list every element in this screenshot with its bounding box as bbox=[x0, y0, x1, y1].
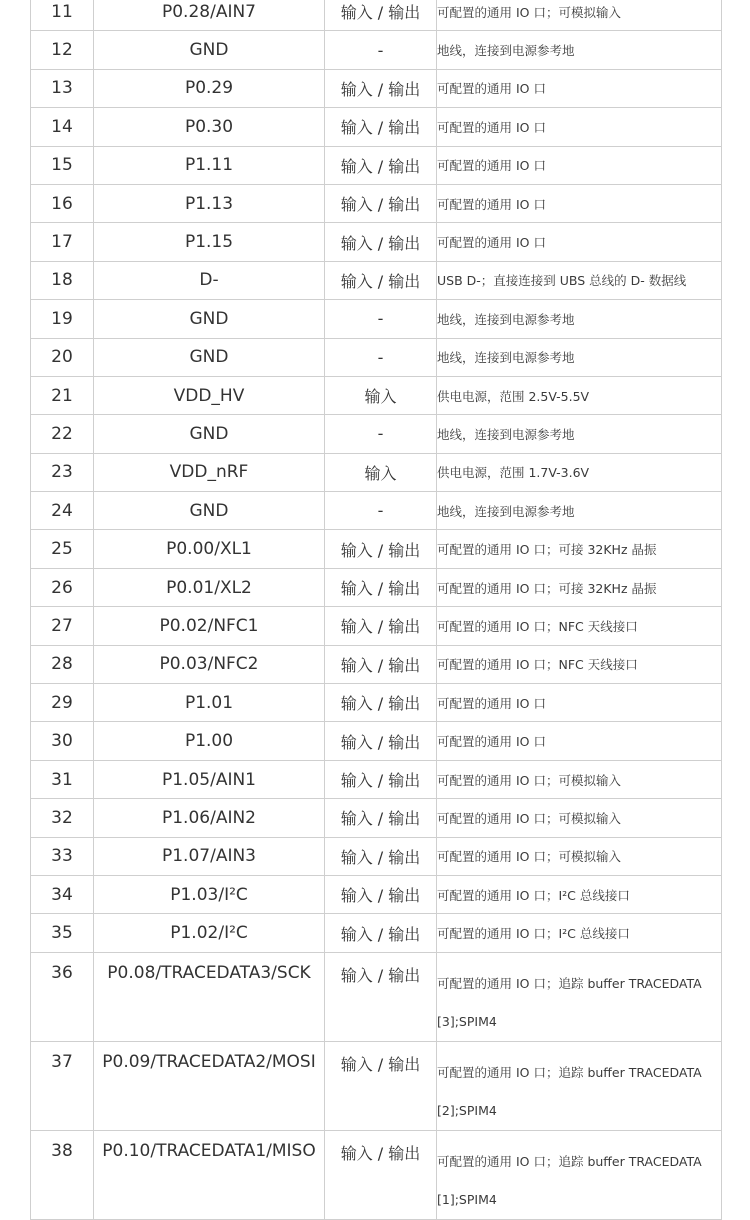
table-row bbox=[31, 69, 722, 107]
pin-number-text: 28 bbox=[51, 654, 73, 675]
pin-name-text: VDD_nRF bbox=[169, 462, 249, 483]
pin-description-cell bbox=[437, 0, 722, 31]
pin-number-text: 24 bbox=[51, 500, 73, 521]
pin-name-text: GND bbox=[189, 347, 229, 368]
pin-name-text: GND bbox=[189, 500, 229, 521]
pin-number-cell bbox=[31, 914, 94, 952]
pin-name-cell bbox=[94, 300, 325, 338]
pin-number-cell bbox=[31, 760, 94, 798]
pin-name-text: P0.03/NFC2 bbox=[159, 654, 259, 675]
pin-direction-text: 输入 / 输出 bbox=[340, 1054, 421, 1074]
pin-name-cell bbox=[94, 31, 325, 69]
pin-description-cell bbox=[437, 376, 722, 414]
pin-direction-text: 输入 / 输出 bbox=[340, 655, 421, 675]
pin-description-cell bbox=[437, 453, 722, 491]
pin-number-text: 18 bbox=[51, 270, 73, 291]
pin-description-text: 可配置的通用 IO 口；追踪 buffer TRACEDATA bbox=[437, 1153, 702, 1169]
pin-direction-cell bbox=[325, 261, 437, 299]
pin-number-cell bbox=[31, 300, 94, 338]
pin-number-cell bbox=[31, 223, 94, 261]
pin-direction-cell bbox=[325, 645, 437, 683]
pin-number-text: 17 bbox=[51, 232, 73, 253]
pin-direction-text: 输入 / 输出 bbox=[340, 233, 421, 253]
pin-number-cell bbox=[31, 184, 94, 222]
pin-description-text: 供电电源，范围 2.5V-5.5V bbox=[437, 388, 590, 404]
table-row bbox=[31, 376, 722, 414]
pin-direction-text: 输入 / 输出 bbox=[340, 617, 421, 637]
pin-direction-cell bbox=[325, 1130, 437, 1219]
pin-name-cell bbox=[94, 914, 325, 952]
table-row bbox=[31, 645, 722, 683]
pin-direction-text: 输入 / 输出 bbox=[340, 886, 421, 906]
pin-direction-text: 输入 bbox=[364, 387, 397, 407]
pin-number-cell bbox=[31, 0, 94, 31]
pin-definition-table bbox=[30, 0, 722, 1220]
pin-name-text: P0.29 bbox=[184, 78, 234, 99]
pin-description-text: 地线，连接到电源参考地 bbox=[437, 311, 575, 327]
pin-number-cell bbox=[31, 875, 94, 913]
pin-name-text: P1.03/I²C bbox=[170, 884, 248, 905]
pin-direction-cell bbox=[325, 530, 437, 568]
pin-number-text: 22 bbox=[51, 423, 73, 444]
pin-direction-cell bbox=[325, 146, 437, 184]
pin-description-cell bbox=[437, 914, 722, 952]
pin-name-cell bbox=[94, 684, 325, 722]
pin-direction-text: 输入 / 输出 bbox=[340, 540, 421, 560]
pin-direction-cell bbox=[325, 184, 437, 222]
pin-number-cell bbox=[31, 645, 94, 683]
pin-direction-text: 输入 / 输出 bbox=[340, 79, 421, 99]
pin-direction-cell bbox=[325, 223, 437, 261]
pin-name-text: P1.05/AIN1 bbox=[161, 769, 256, 790]
pin-description-text: 可配置的通用 IO 口 bbox=[437, 196, 546, 212]
pin-direction-cell bbox=[325, 914, 437, 952]
pin-direction-text: 输入 / 输出 bbox=[340, 694, 421, 714]
table-row bbox=[31, 146, 722, 184]
pin-direction-text: 输入 / 输出 bbox=[340, 965, 421, 985]
table-row bbox=[31, 952, 722, 1041]
pin-direction-text: 输入 / 输出 bbox=[340, 924, 421, 944]
pin-description-text: 可配置的通用 IO 口 bbox=[437, 235, 546, 251]
pin-direction-cell bbox=[325, 338, 437, 376]
table-row bbox=[31, 837, 722, 875]
pin-name-cell bbox=[94, 0, 325, 31]
pin-description-text: 地线，连接到电源参考地 bbox=[437, 350, 575, 366]
pin-description-text: 可配置的通用 IO 口；可模拟输入 bbox=[437, 4, 621, 20]
pin-direction-cell bbox=[325, 0, 437, 31]
pin-name-cell bbox=[94, 69, 325, 107]
pin-description-cell bbox=[437, 530, 722, 568]
pin-name-cell bbox=[94, 223, 325, 261]
pin-direction-cell bbox=[325, 415, 437, 453]
pin-name-cell bbox=[94, 645, 325, 683]
pin-direction-cell bbox=[325, 453, 437, 491]
pin-name-cell bbox=[94, 376, 325, 414]
pin-name-cell bbox=[94, 722, 325, 760]
table-row bbox=[31, 914, 722, 952]
pin-direction-text: 输入 / 输出 bbox=[340, 732, 421, 752]
table-row bbox=[31, 492, 722, 530]
pin-number-cell bbox=[31, 376, 94, 414]
pin-description-text: 可配置的通用 IO 口 bbox=[437, 695, 546, 711]
table-row bbox=[31, 1041, 722, 1130]
table-row bbox=[31, 300, 722, 338]
pin-description-cell bbox=[437, 760, 722, 798]
pin-description-cell bbox=[437, 415, 722, 453]
pin-direction-cell bbox=[325, 952, 437, 1041]
pin-number-cell bbox=[31, 453, 94, 491]
pin-number-text: 20 bbox=[51, 347, 73, 368]
pin-number-text: 25 bbox=[51, 539, 73, 560]
pin-name-text: P1.11 bbox=[184, 155, 234, 176]
table-row bbox=[31, 875, 722, 913]
pin-description-text: 地线，连接到电源参考地 bbox=[437, 43, 575, 59]
pin-number-cell bbox=[31, 837, 94, 875]
pin-name-cell bbox=[94, 453, 325, 491]
pin-description-cell bbox=[437, 684, 722, 722]
pin-number-text: 31 bbox=[51, 769, 73, 790]
pin-number-cell bbox=[31, 530, 94, 568]
table-row bbox=[31, 31, 722, 69]
pin-direction-text: - bbox=[377, 501, 384, 521]
pin-name-cell bbox=[94, 146, 325, 184]
pin-number-cell bbox=[31, 31, 94, 69]
pin-name-cell bbox=[94, 1130, 325, 1219]
pin-number-cell bbox=[31, 69, 94, 107]
pin-name-text: P1.00 bbox=[184, 731, 234, 752]
pin-description-cell bbox=[437, 300, 722, 338]
pin-number-text: 38 bbox=[51, 1140, 73, 1161]
pin-direction-cell bbox=[325, 875, 437, 913]
pin-direction-text: 输入 / 输出 bbox=[340, 195, 421, 215]
pin-name-cell bbox=[94, 837, 325, 875]
pin-number-text: 32 bbox=[51, 807, 73, 828]
table-row bbox=[31, 453, 722, 491]
table-row bbox=[31, 0, 722, 31]
pin-description-cell bbox=[437, 261, 722, 299]
pin-description-text: 可配置的通用 IO 口 bbox=[437, 119, 546, 135]
pin-direction-text: - bbox=[377, 347, 384, 367]
pin-name-text: GND bbox=[189, 308, 229, 329]
pin-direction-cell bbox=[325, 376, 437, 414]
pin-number-cell bbox=[31, 684, 94, 722]
pin-number-cell bbox=[31, 492, 94, 530]
pin-name-cell bbox=[94, 760, 325, 798]
pin-number-text: 15 bbox=[51, 155, 73, 176]
pin-direction-cell bbox=[325, 722, 437, 760]
pin-name-text: GND bbox=[189, 40, 229, 61]
pin-number-text: 12 bbox=[51, 40, 73, 61]
pin-description-text: 可配置的通用 IO 口；NFC 天线接口 bbox=[437, 618, 638, 634]
pin-description-cell bbox=[437, 952, 722, 1041]
pin-direction-text: 输入 bbox=[364, 463, 397, 483]
table-row bbox=[31, 799, 722, 837]
table-row bbox=[31, 108, 722, 146]
pin-name-cell bbox=[94, 1041, 325, 1130]
pin-description-text: USB D-；直接连接到 UBS 总线的 D- 数据线 bbox=[437, 273, 687, 289]
pin-description-text: 可配置的通用 IO 口；追踪 buffer TRACEDATA bbox=[437, 1064, 702, 1080]
pin-description-cell bbox=[437, 837, 722, 875]
pin-number-cell bbox=[31, 1130, 94, 1219]
pin-name-cell bbox=[94, 261, 325, 299]
pin-description-cell bbox=[437, 146, 722, 184]
pin-name-cell bbox=[94, 492, 325, 530]
table-row bbox=[31, 607, 722, 645]
pin-direction-cell bbox=[325, 684, 437, 722]
pin-name-text: P1.01 bbox=[184, 692, 234, 713]
pin-number-text: 33 bbox=[51, 846, 73, 867]
pin-description-cell bbox=[437, 799, 722, 837]
pin-direction-cell bbox=[325, 568, 437, 606]
pin-name-text: P1.07/AIN3 bbox=[161, 846, 256, 867]
pin-number-text: 13 bbox=[51, 78, 73, 99]
pin-description-cell bbox=[437, 338, 722, 376]
pin-name-text: P0.08/TRACEDATA3/SCK bbox=[107, 962, 311, 983]
pin-name-text: P0.28/AIN7 bbox=[161, 1, 256, 22]
table-row bbox=[31, 261, 722, 299]
table-row bbox=[31, 722, 722, 760]
pin-description-text: 可配置的通用 IO 口；可模拟输入 bbox=[437, 849, 621, 865]
pin-description-text: 地线，连接到电源参考地 bbox=[437, 426, 575, 442]
table-row bbox=[31, 530, 722, 568]
pin-name-cell bbox=[94, 530, 325, 568]
pin-direction-cell bbox=[325, 69, 437, 107]
pin-number-text: 29 bbox=[51, 692, 73, 713]
pin-description-cell bbox=[437, 31, 722, 69]
pin-number-text: 27 bbox=[51, 615, 73, 636]
pin-direction-cell bbox=[325, 760, 437, 798]
pin-number-text: 14 bbox=[51, 116, 73, 137]
pin-description-cell bbox=[437, 223, 722, 261]
pin-description-text: 可配置的通用 IO 口；可模拟输入 bbox=[437, 772, 621, 788]
pin-direction-text: 输入 / 输出 bbox=[340, 156, 421, 176]
pin-description-text: 地线，连接到电源参考地 bbox=[437, 503, 575, 519]
pin-direction-cell bbox=[325, 1041, 437, 1130]
pin-description-text: 可配置的通用 IO 口 bbox=[437, 158, 546, 174]
pin-number-cell bbox=[31, 568, 94, 606]
pin-name-text: P0.10/TRACEDATA1/MISO bbox=[102, 1140, 316, 1161]
pin-name-text: GND bbox=[189, 423, 229, 444]
pin-number-cell bbox=[31, 108, 94, 146]
pin-direction-text: 输入 / 输出 bbox=[340, 771, 421, 790]
pin-number-text: 11 bbox=[51, 1, 73, 22]
pin-name-text: P0.00/XL1 bbox=[166, 539, 252, 560]
pin-name-cell bbox=[94, 568, 325, 606]
pin-number-cell bbox=[31, 338, 94, 376]
pin-description-cell bbox=[437, 875, 722, 913]
pin-number-text: 37 bbox=[51, 1051, 73, 1072]
pin-description-cell bbox=[437, 69, 722, 107]
pin-direction-text: - bbox=[377, 424, 384, 444]
pin-description-cell bbox=[437, 492, 722, 530]
table-row bbox=[31, 568, 722, 606]
pin-number-cell bbox=[31, 799, 94, 837]
pin-number-cell bbox=[31, 722, 94, 760]
pin-number-text: 36 bbox=[51, 962, 73, 983]
pin-description-text: 可配置的通用 IO 口 bbox=[437, 81, 546, 97]
pin-description-text-cont: [1];SPIM4 bbox=[437, 1191, 497, 1207]
pin-direction-text: 输入 / 输出 bbox=[340, 847, 421, 867]
pin-description-text: 可配置的通用 IO 口；可模拟输入 bbox=[437, 810, 621, 826]
pin-number-cell bbox=[31, 146, 94, 184]
pin-number-text: 21 bbox=[51, 385, 73, 406]
pin-name-text: P0.30 bbox=[184, 116, 234, 137]
pin-description-cell bbox=[437, 108, 722, 146]
table-row bbox=[31, 184, 722, 222]
pin-direction-text: 输入 / 输出 bbox=[340, 118, 421, 138]
pin-description-text: 可配置的通用 IO 口 bbox=[437, 734, 546, 750]
pin-number-text: 23 bbox=[51, 462, 73, 483]
pin-description-text: 可配置的通用 IO 口；I²C 总线接口 bbox=[437, 887, 630, 903]
pin-name-cell bbox=[94, 108, 325, 146]
pin-name-cell bbox=[94, 875, 325, 913]
pin-number-cell bbox=[31, 1041, 94, 1130]
pin-name-cell bbox=[94, 952, 325, 1041]
pin-name-text: P0.01/XL2 bbox=[166, 577, 252, 598]
pin-number-text: 19 bbox=[51, 308, 73, 329]
pin-direction-cell bbox=[325, 108, 437, 146]
pin-description-text: 可配置的通用 IO 口；追踪 buffer TRACEDATA bbox=[437, 975, 702, 991]
pin-name-cell bbox=[94, 415, 325, 453]
pin-name-text: D- bbox=[199, 270, 219, 291]
pin-description-cell bbox=[437, 184, 722, 222]
pin-direction-text: - bbox=[377, 40, 384, 60]
pin-number-cell bbox=[31, 261, 94, 299]
pin-description-cell bbox=[437, 1041, 722, 1130]
table-row bbox=[31, 1130, 722, 1219]
pin-direction-text: 输入 / 输出 bbox=[340, 809, 421, 829]
pin-description-cell bbox=[437, 607, 722, 645]
pin-description-text-cont: [2];SPIM4 bbox=[437, 1102, 497, 1118]
pin-name-text: P0.02/NFC1 bbox=[159, 615, 259, 636]
pin-direction-cell bbox=[325, 837, 437, 875]
pin-number-text: 35 bbox=[51, 923, 73, 944]
pin-description-text: 可配置的通用 IO 口；可接 32KHz 晶振 bbox=[437, 542, 657, 558]
pin-name-text: P1.15 bbox=[184, 232, 234, 253]
pin-description-cell bbox=[437, 645, 722, 683]
pin-description-text: 可配置的通用 IO 口；I²C 总线接口 bbox=[437, 926, 630, 942]
pin-name-cell bbox=[94, 338, 325, 376]
pin-number-text: 30 bbox=[51, 731, 73, 752]
pin-description-text-cont: [3];SPIM4 bbox=[437, 1013, 497, 1029]
pin-direction-text: 输入 / 输出 bbox=[340, 3, 421, 23]
pin-name-cell bbox=[94, 607, 325, 645]
pin-table-container bbox=[30, 0, 722, 1220]
pin-number-cell bbox=[31, 607, 94, 645]
pin-name-text: P0.09/TRACEDATA2/MOSI bbox=[102, 1051, 316, 1072]
pin-description-cell bbox=[437, 1130, 722, 1219]
pin-description-text: 可配置的通用 IO 口；可接 32KHz 晶振 bbox=[437, 580, 657, 596]
table-row bbox=[31, 415, 722, 453]
pin-direction-text: 输入 / 输出 bbox=[340, 271, 421, 291]
pin-name-text: P1.06/AIN2 bbox=[161, 807, 256, 828]
pin-direction-cell bbox=[325, 492, 437, 530]
pin-number-cell bbox=[31, 415, 94, 453]
pin-direction-text: 输入 / 输出 bbox=[340, 1143, 421, 1163]
pin-name-cell bbox=[94, 184, 325, 222]
pin-description-text: 可配置的通用 IO 口；NFC 天线接口 bbox=[437, 657, 638, 673]
table-row bbox=[31, 338, 722, 376]
table-row bbox=[31, 684, 722, 722]
pin-direction-cell bbox=[325, 799, 437, 837]
pin-table-body bbox=[31, 0, 722, 1219]
pin-description-text: 供电电源，范围 1.7V-3.6V bbox=[437, 465, 590, 481]
table-row bbox=[31, 223, 722, 261]
pin-number-cell bbox=[31, 952, 94, 1041]
pin-number-text: 16 bbox=[51, 193, 73, 214]
pin-description-cell bbox=[437, 722, 722, 760]
table-row bbox=[31, 760, 722, 798]
pin-name-text: VDD_HV bbox=[173, 385, 245, 406]
pin-number-text: 26 bbox=[51, 577, 73, 598]
pin-direction-text: - bbox=[377, 309, 384, 329]
pin-direction-cell bbox=[325, 31, 437, 69]
pin-name-text: P1.02/I²C bbox=[170, 923, 248, 944]
pin-direction-cell bbox=[325, 300, 437, 338]
pin-number-text: 34 bbox=[51, 884, 73, 905]
pin-name-text: P1.13 bbox=[184, 193, 234, 214]
pin-direction-text: 输入 / 输出 bbox=[340, 579, 421, 599]
pin-name-cell bbox=[94, 799, 325, 837]
pin-description-cell bbox=[437, 568, 722, 606]
pin-direction-cell bbox=[325, 607, 437, 645]
